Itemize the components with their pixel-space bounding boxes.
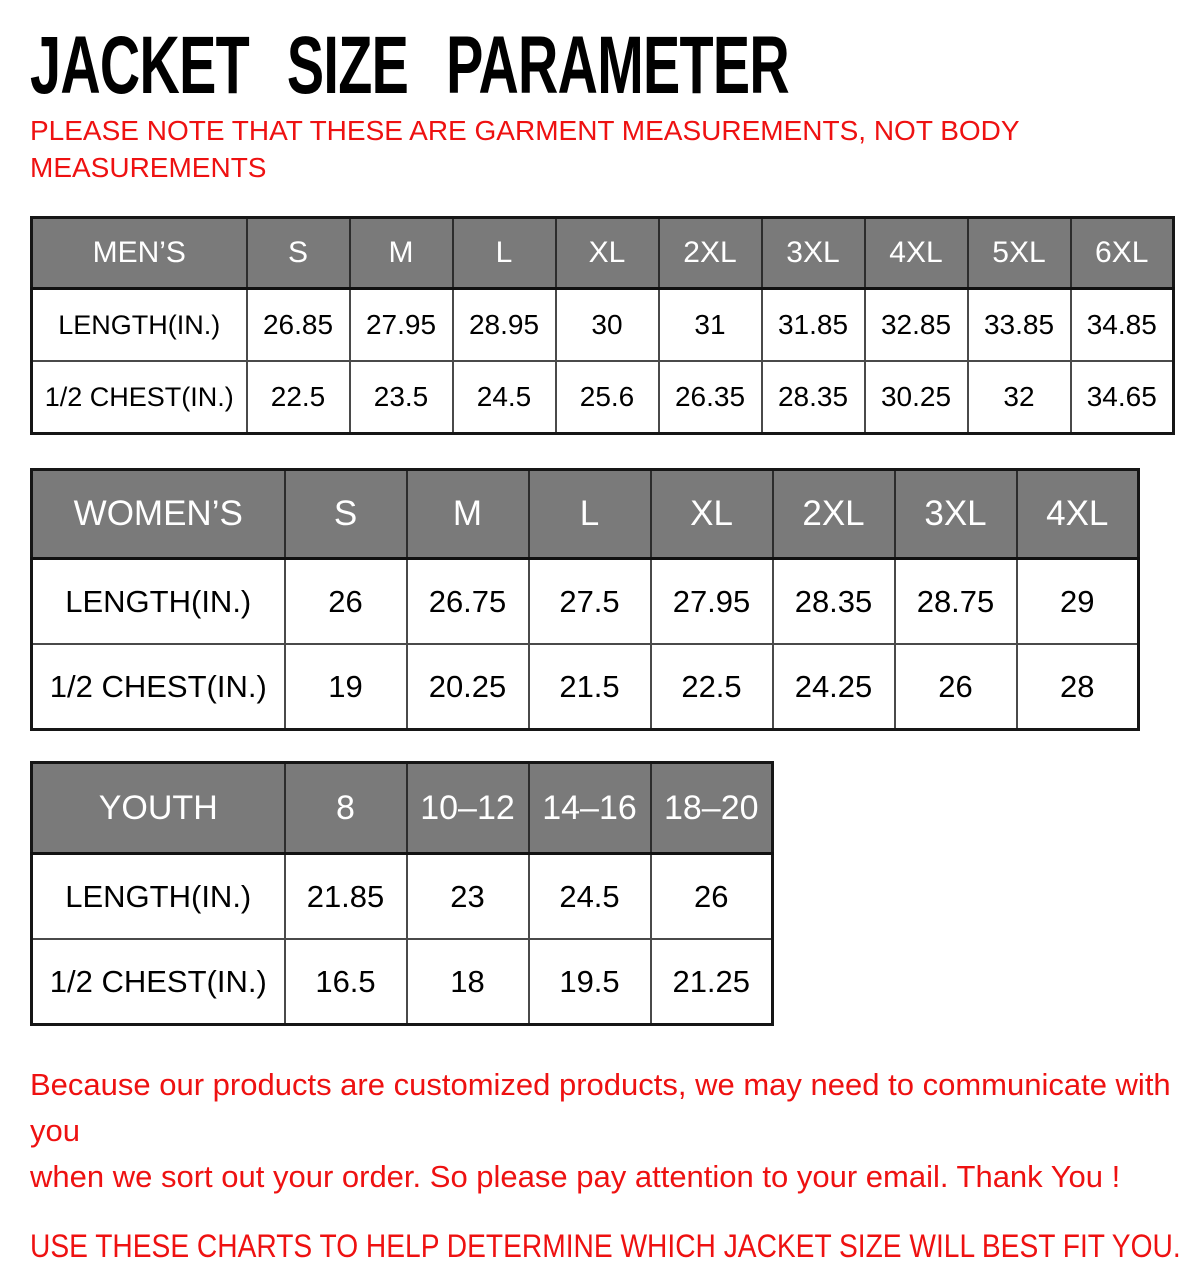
note-line-2: MEASUREMENTS (30, 152, 267, 183)
size-cell: 20.25 (407, 644, 529, 730)
size-cell: 26.75 (407, 559, 529, 645)
size-cell: 32.85 (865, 289, 968, 362)
womens-size-l: L (529, 470, 651, 559)
size-cell: 26.85 (247, 289, 350, 362)
customization-note-line-1: Because our products are customized products, we may need to communicate with you (30, 1067, 1171, 1148)
size-cell: 28.35 (773, 559, 895, 645)
size-cell: 30 (556, 289, 659, 362)
size-cell: 23 (407, 854, 529, 940)
womens-table-title: WOMEN’S (32, 470, 285, 559)
size-cell: 28 (1017, 644, 1139, 730)
size-cell: 29 (1017, 559, 1139, 645)
row-label: 1/2 CHEST(IN.) (32, 644, 285, 730)
youth-table-title: YOUTH (32, 763, 285, 854)
size-cell: 32 (968, 361, 1071, 434)
size-cell: 23.5 (350, 361, 453, 434)
size-cell: 21.5 (529, 644, 651, 730)
womens-size-m: M (407, 470, 529, 559)
size-cell: 27.5 (529, 559, 651, 645)
mens-size-l: L (453, 218, 556, 289)
youth-size-table (30, 761, 774, 1026)
size-cell: 21.85 (285, 854, 407, 940)
size-cell: 34.85 (1071, 289, 1174, 362)
size-cell: 27.95 (651, 559, 773, 645)
youth-length-row (32, 854, 773, 940)
size-cell: 28.75 (895, 559, 1017, 645)
size-cell: 24.5 (529, 854, 651, 940)
womens-size-3xl: 3XL (895, 470, 1017, 559)
size-cell: 26 (895, 644, 1017, 730)
size-cell: 21.25 (651, 939, 773, 1025)
size-cell: 19.5 (529, 939, 651, 1025)
mens-size-5xl: 5XL (968, 218, 1071, 289)
size-cell: 34.65 (1071, 361, 1174, 434)
row-label: LENGTH(IN.) (32, 289, 247, 362)
youth-size-18-20: 18–20 (651, 763, 773, 854)
size-cell: 19 (285, 644, 407, 730)
youth-size-14-16: 14–16 (529, 763, 651, 854)
youth-chest-row (32, 939, 773, 1025)
row-label: 1/2 CHEST(IN.) (32, 939, 285, 1025)
womens-size-s: S (285, 470, 407, 559)
womens-size-table (30, 468, 1140, 731)
footer-notes (30, 1062, 1181, 1265)
size-cell: 18 (407, 939, 529, 1025)
mens-table-title: MEN’S (32, 218, 247, 289)
size-cell: 31 (659, 289, 762, 362)
womens-length-row (32, 559, 1139, 645)
garment-measurement-note (30, 112, 1172, 186)
mens-size-2xl: 2XL (659, 218, 762, 289)
size-cell: 16.5 (285, 939, 407, 1025)
row-label: LENGTH(IN.) (32, 854, 285, 940)
size-cell: 30.25 (865, 361, 968, 434)
size-cell: 26.35 (659, 361, 762, 434)
mens-size-4xl: 4XL (865, 218, 968, 289)
womens-size-xl: XL (651, 470, 773, 559)
page-title: JACKET SIZE PARAMETER (30, 20, 789, 111)
size-cell: 22.5 (247, 361, 350, 434)
youth-header-row (32, 763, 773, 854)
mens-size-xl: XL (556, 218, 659, 289)
customization-note-line-2: when we sort out your order. So please pay attention to your email. Thank You ! (30, 1159, 1121, 1194)
size-cell: 27.95 (350, 289, 453, 362)
size-cell: 28.35 (762, 361, 865, 434)
mens-size-m: M (350, 218, 453, 289)
size-cell: 25.6 (556, 361, 659, 434)
note-line-1: PLEASE NOTE THAT THESE ARE GARMENT MEASUREMENTS, NOT BODY (30, 115, 1020, 146)
youth-size-8: 8 (285, 763, 407, 854)
mens-size-s: S (247, 218, 350, 289)
womens-chest-row (32, 644, 1139, 730)
size-cell: 26 (651, 854, 773, 940)
mens-chest-row (32, 361, 1174, 434)
womens-size-4xl: 4XL (1017, 470, 1139, 559)
size-cell: 31.85 (762, 289, 865, 362)
youth-size-10-12: 10–12 (407, 763, 529, 854)
womens-header-row (32, 470, 1139, 559)
size-cell: 24.25 (773, 644, 895, 730)
chart-usage-note: USE THESE CHARTS TO HELP DETERMINE WHICH JACKET SIZE WILL BEST FIT YOU. (30, 1228, 1181, 1264)
size-cell: 24.5 (453, 361, 556, 434)
womens-size-2xl: 2XL (773, 470, 895, 559)
mens-header-row (32, 218, 1174, 289)
mens-length-row (32, 289, 1174, 362)
mens-size-3xl: 3XL (762, 218, 865, 289)
customization-note (30, 1062, 1172, 1200)
row-label: 1/2 CHEST(IN.) (32, 361, 247, 434)
size-cell: 28.95 (453, 289, 556, 362)
size-cell: 26 (285, 559, 407, 645)
row-label: LENGTH(IN.) (32, 559, 285, 645)
size-cell: 33.85 (968, 289, 1071, 362)
mens-size-6xl: 6XL (1071, 218, 1174, 289)
size-cell: 22.5 (651, 644, 773, 730)
mens-size-table (30, 216, 1175, 435)
